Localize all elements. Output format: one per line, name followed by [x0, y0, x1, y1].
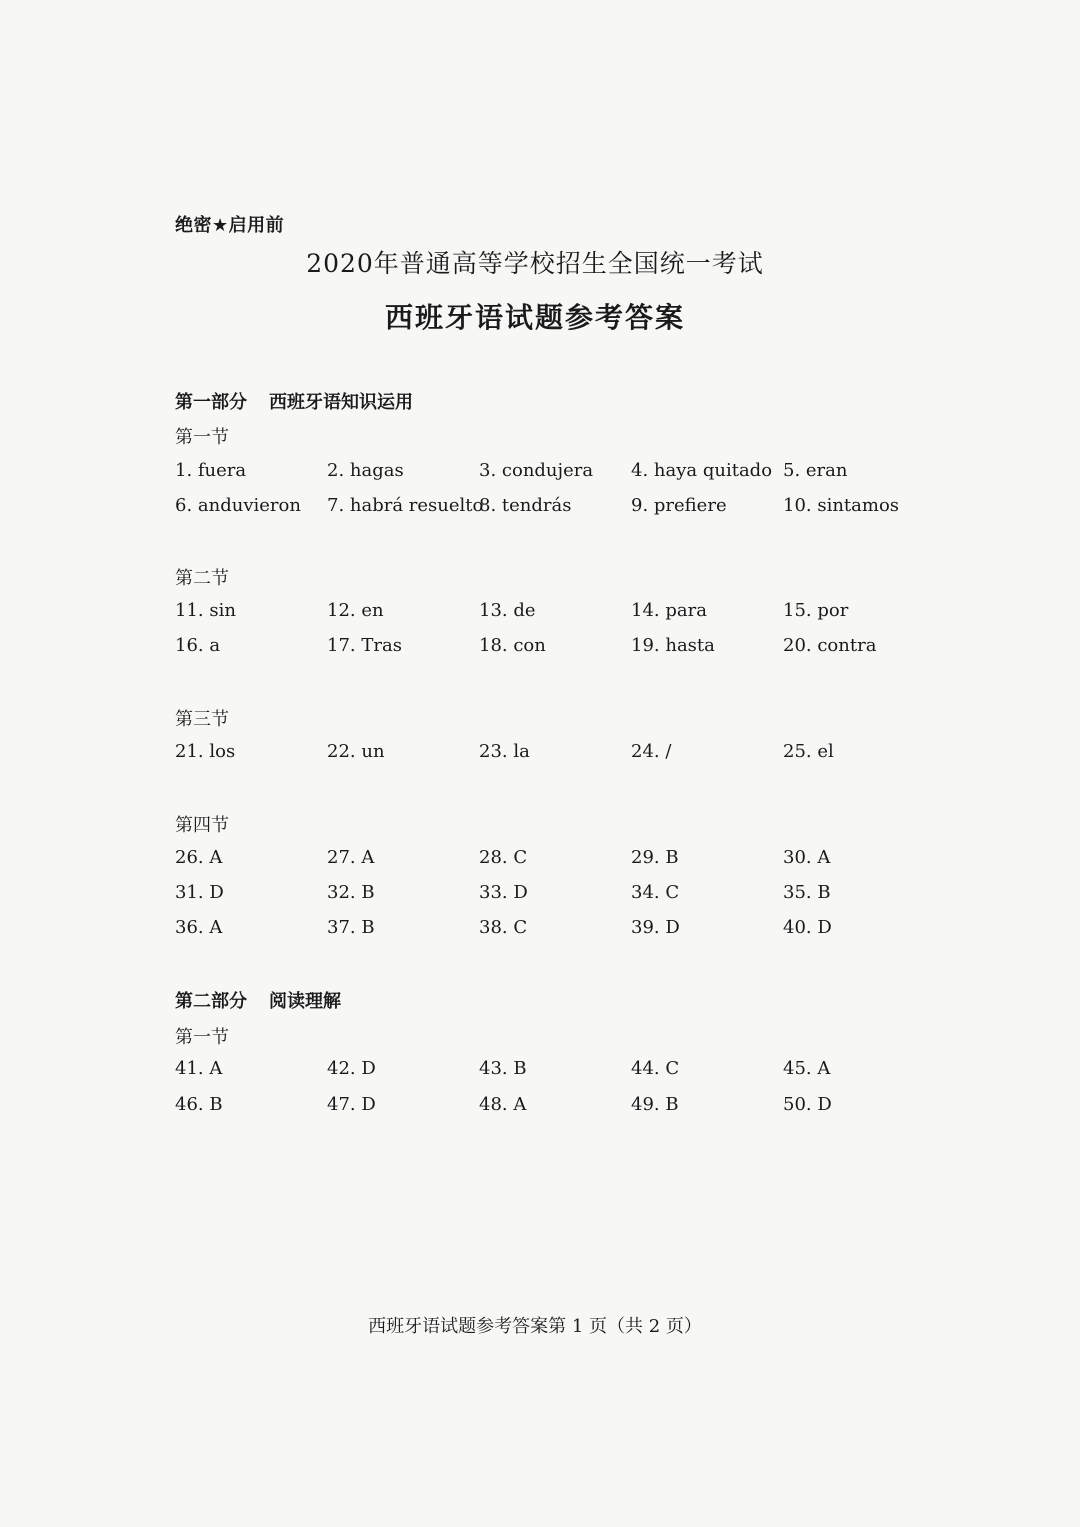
answer-row [175, 1058, 935, 1084]
part-heading-2 [175, 987, 341, 1013]
part-name: 阅读理解 [269, 991, 341, 1012]
answer-item: 28. C [479, 847, 528, 868]
answer-item: 8. tendrás [479, 495, 572, 516]
section-heading: 第一节 [175, 1027, 229, 1048]
answer-item: 6. anduvieron [175, 495, 301, 516]
answer-item: 32. B [327, 882, 375, 903]
answer-item: 45. A [783, 1058, 831, 1079]
answer-item: 10. sintamos [783, 495, 900, 516]
answer-item: 2. hagas [327, 460, 404, 481]
answer-row [175, 495, 935, 521]
answer-item: 31. D [175, 882, 224, 903]
document-title: 西班牙语试题参考答案 [384, 301, 685, 334]
part-label: 第二部分 [175, 991, 247, 1012]
answer-row [175, 741, 935, 767]
answer-item: 46. B [175, 1094, 223, 1115]
answer-item: 26. A [175, 847, 223, 868]
answer-row [175, 635, 935, 661]
answer-item: 19. hasta [631, 635, 715, 656]
answer-item: 41. A [175, 1058, 223, 1079]
section-heading: 第二节 [175, 568, 229, 589]
answer-row [175, 1094, 935, 1120]
answer-item: 11. sin [175, 600, 236, 621]
answer-item: 9. prefiere [631, 495, 727, 516]
answer-item: 17. Tras [327, 635, 402, 656]
section-heading: 第一节 [175, 427, 229, 448]
answer-item: 38. C [479, 917, 528, 938]
answer-row [175, 600, 935, 626]
part-heading-1 [175, 388, 413, 414]
exam-title: 2020年普通高等学校招生全国统一考试 [306, 249, 764, 278]
answer-item: 4. haya quitado [631, 460, 773, 481]
answer-row [175, 460, 935, 486]
answer-item: 1. fuera [175, 460, 247, 481]
answer-item: 42. D [327, 1058, 376, 1079]
answer-item: 49. B [631, 1094, 679, 1115]
answer-row [175, 917, 935, 943]
answer-item: 33. D [479, 882, 528, 903]
answer-item: 29. B [631, 847, 679, 868]
answer-item: 23. la [479, 741, 530, 762]
part-name: 西班牙语知识运用 [269, 392, 413, 413]
answer-item: 15. por [783, 600, 849, 621]
answer-item: 47. D [327, 1094, 376, 1115]
answer-row [175, 847, 935, 873]
answer-item: 34. C [631, 882, 680, 903]
answer-item: 35. B [783, 882, 831, 903]
page-footer: 西班牙语试题参考答案第 1 页（共 2 页） [368, 1316, 702, 1337]
answer-item: 16. a [175, 635, 221, 656]
answer-item: 36. A [175, 917, 223, 938]
answer-row [175, 882, 935, 908]
answer-item: 25. el [783, 741, 834, 762]
answer-item: 30. A [783, 847, 831, 868]
answer-item: 43. B [479, 1058, 527, 1079]
answer-item: 44. C [631, 1058, 680, 1079]
answer-item: 13. de [479, 600, 536, 621]
answer-item: 37. B [327, 917, 375, 938]
section-heading: 第四节 [175, 815, 229, 836]
answer-item: 7. habrá resuelto [327, 495, 484, 516]
answer-item: 39. D [631, 917, 680, 938]
answer-item: 3. condujera [479, 460, 594, 481]
confidential-mark: 绝密★启用前 [175, 215, 285, 236]
section-heading: 第三节 [175, 709, 229, 730]
answer-item: 14. para [631, 600, 707, 621]
answer-item: 50. D [783, 1094, 832, 1115]
answer-item: 24. / [631, 741, 672, 762]
answer-item: 40. D [783, 917, 832, 938]
answer-item: 12. en [327, 600, 384, 621]
part-label: 第一部分 [175, 392, 247, 413]
answer-item: 18. con [479, 635, 546, 656]
answer-item: 20. contra [783, 635, 877, 656]
answer-item: 5. eran [783, 460, 848, 481]
answer-item: 22. un [327, 741, 385, 762]
answer-item: 48. A [479, 1094, 527, 1115]
answer-item: 21. los [175, 741, 236, 762]
answer-item: 27. A [327, 847, 375, 868]
